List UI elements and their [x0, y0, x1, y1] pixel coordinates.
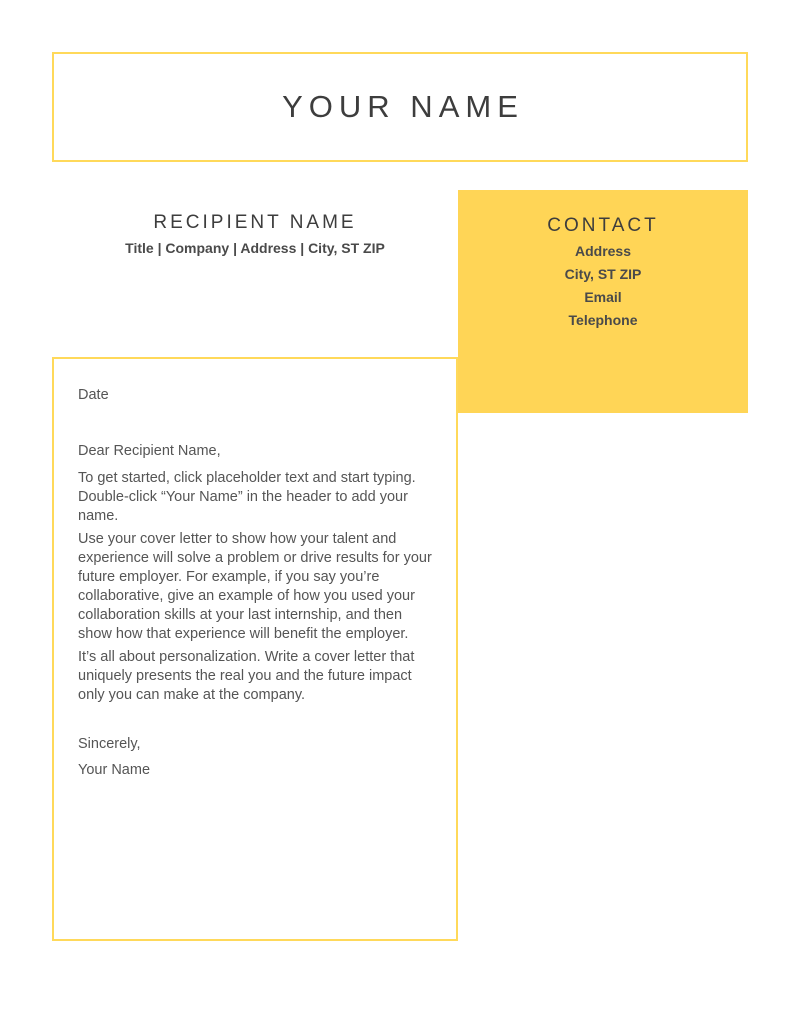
letter-date[interactable]: Date [78, 387, 109, 403]
recipient-details[interactable]: Title | Company | Address | City, ST ZIP [125, 240, 385, 256]
contact-city[interactable]: City, ST ZIP [564, 266, 642, 282]
letter-body [52, 357, 458, 941]
contact-email[interactable]: Email [584, 289, 622, 305]
header-box [52, 52, 748, 162]
contact-heading: CONTACT [547, 215, 659, 236]
letter-paragraph-2[interactable]: Use your cover letter to show how your talent and experience will solve a problem or drive results for your future employer. For example, if you say you’re collaborative, give an example of how you used your collaboration skills at your last internship, and then show how that experience will benefit the employer. [78, 531, 432, 642]
letter-paragraph-1[interactable]: To get started, click placeholder text and start typing. Double-click “Your Name” in the header to add your name. [78, 470, 416, 524]
letter-signature[interactable]: Your Name [78, 762, 151, 778]
letter-salutation[interactable]: Dear Recipient Name, [78, 443, 221, 459]
contact-box [458, 190, 748, 413]
recipient-block [52, 212, 458, 256]
contact-telephone[interactable]: Telephone [568, 312, 638, 328]
letter-paragraph-3[interactable]: It’s all about personalization. Write a cover letter that uniquely presents the real you and the future impact only you can make at the company. [78, 649, 415, 703]
contact-address[interactable]: Address [574, 243, 632, 259]
recipient-name[interactable]: RECIPIENT NAME [153, 212, 357, 233]
letter-closing[interactable]: Sincerely, [78, 736, 141, 752]
your-name-title[interactable]: YOUR NAME [282, 89, 524, 124]
